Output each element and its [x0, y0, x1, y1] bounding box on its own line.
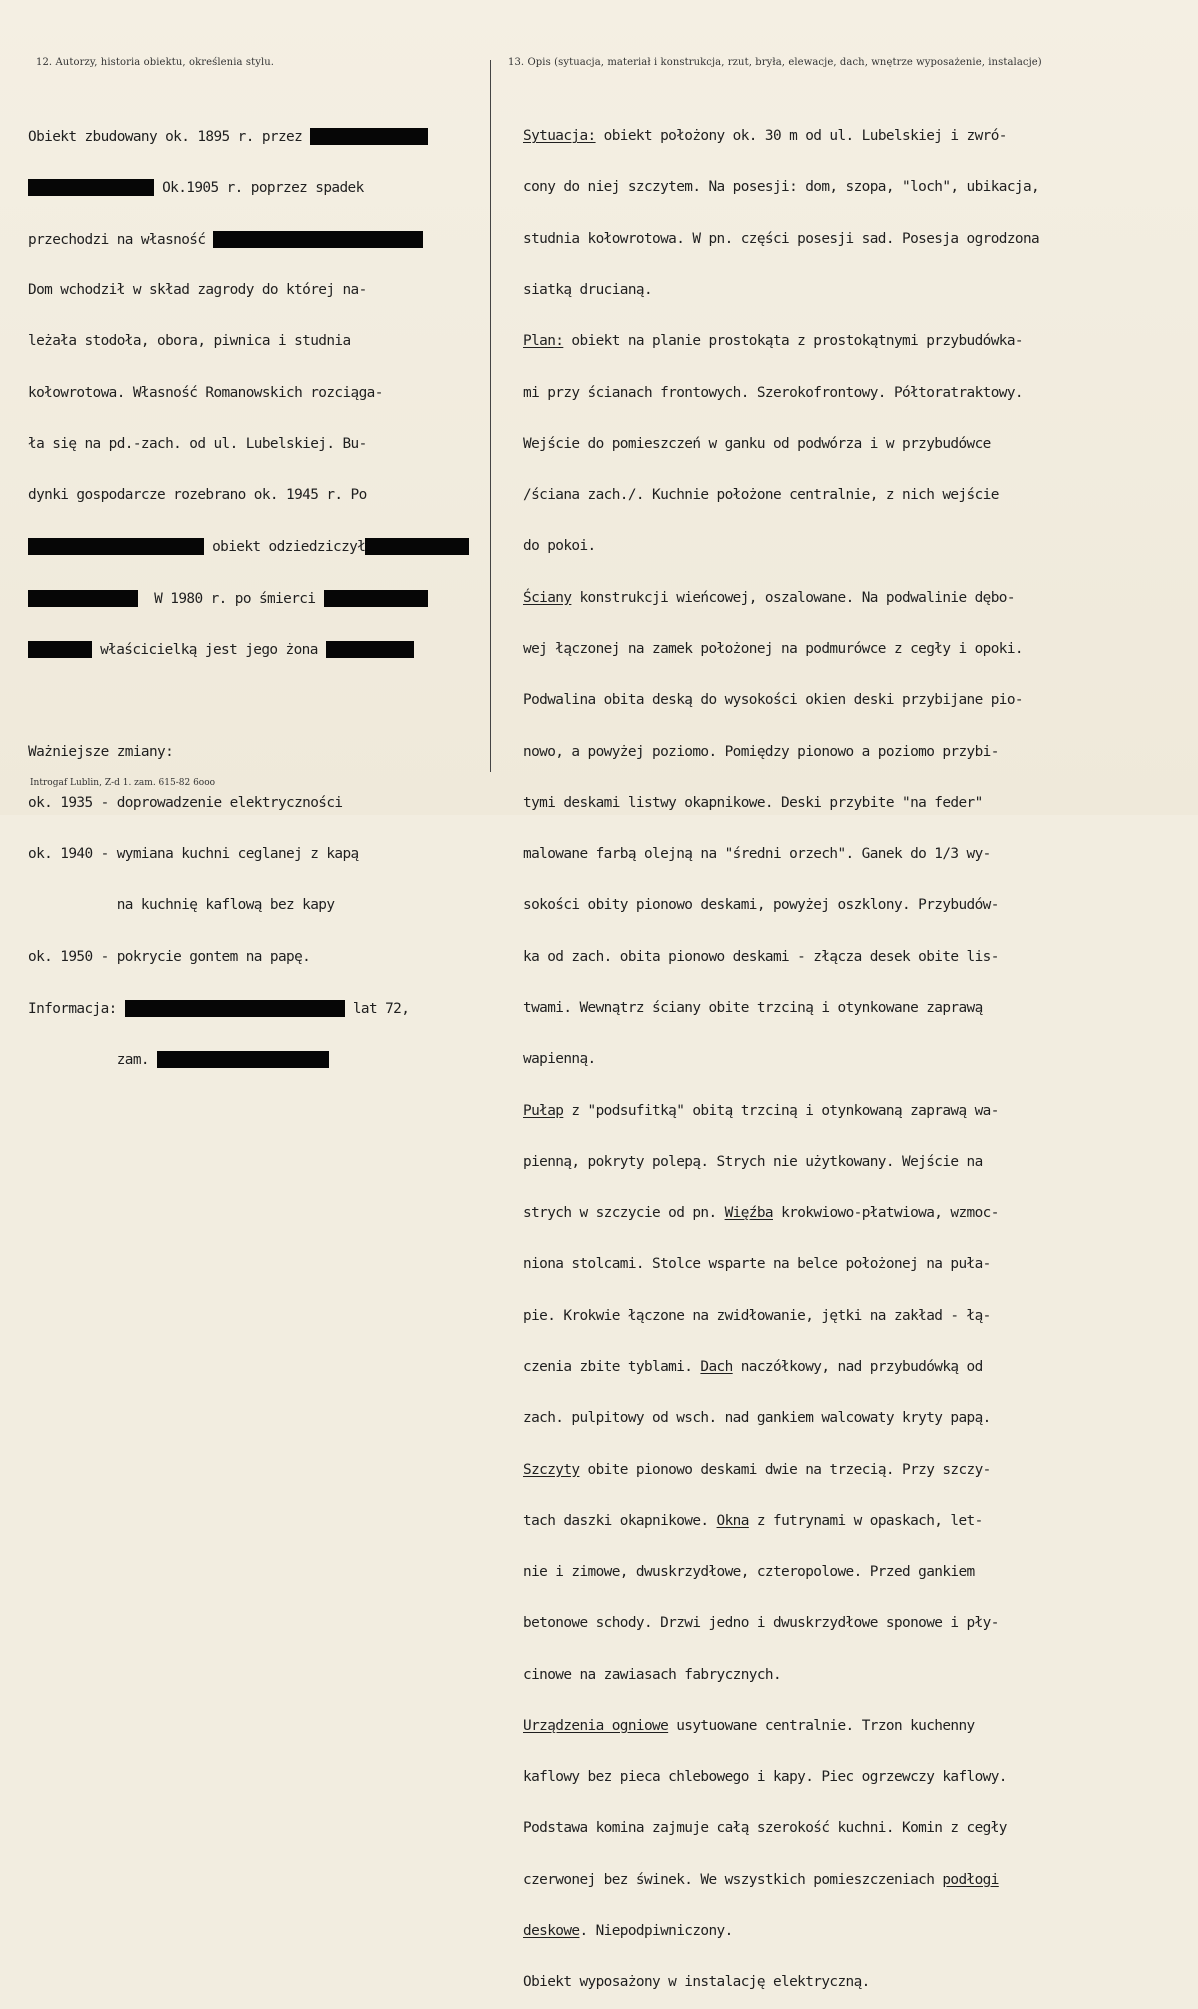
- description-line: zach. pulpitowy od wsch. nad gankiem walcowaty kryty papą.: [523, 1410, 991, 1427]
- history-line: dynki gospodarcze rozebrano ok. 1945 r. Po: [28, 487, 367, 504]
- description-line: /ściana zach./. Kuchnie położone centralnie, z nich wejście: [523, 487, 999, 504]
- description-line: twami. Wewnątrz ściany obite trzciną i otynkowane zaprawą: [523, 999, 983, 1016]
- description-line: mi przy ścianach frontowych. Szerokofrontowy. Półtoratraktowy.: [523, 384, 1023, 401]
- description-line: nie i zimowe, dwuskrzydłowe, czteropolowe. Przed gankiem: [523, 1564, 975, 1581]
- history-line: kołowrotowa. Własność Romanowskich rozciąga-: [28, 384, 383, 401]
- change-item: ok. 1940 - wymiana kuchni ceglanej z kapą: [28, 846, 359, 863]
- informant-line: Informacja: lat 72,: [28, 1000, 410, 1017]
- description-line: Szczyty obite pionowo deskami dwie na trzecią. Przy szczy-: [523, 1461, 991, 1478]
- description-line: cony do niej szczytem. Na posesji: dom, szopa, "loch", ubikacja,: [523, 179, 1040, 196]
- description-line: kaflowy bez pieca chlebowego i kapy. Piec ogrzewczy kaflowy.: [523, 1769, 1007, 1786]
- description-line: sokości obity pionowo deskami, powyżej oszklony. Przybudów-: [523, 897, 999, 914]
- description-line: wapienną.: [523, 1051, 596, 1068]
- redaction-block: [28, 179, 154, 196]
- history-line: Ok.1905 r. poprzez spadek: [28, 179, 488, 196]
- description-line: Pułap z "podsufitką" obitą trzciną i otynkowaną zaprawą wa-: [523, 1102, 999, 1119]
- history-line: W 1980 r. po śmierci: [28, 590, 488, 607]
- history-line: Dom wchodził w skład zagrody do której na-: [28, 282, 367, 299]
- description-line: nowo, a powyżej poziomo. Pomiędzy pionowo a poziomo przybi-: [523, 743, 999, 760]
- redaction-block: [28, 590, 138, 607]
- description-line: studnia kołowrotowa. W pn. części posesji sad. Posesja ogrodzona: [523, 230, 1040, 247]
- description-line: czerwonej bez świnek. We wszystkich pomieszczeniach podłogi: [523, 1871, 999, 1888]
- redaction-block: [213, 231, 423, 248]
- description-line: Wejście do pomieszczeń w ganku od podwórza i w przybudówce: [523, 435, 991, 452]
- redaction-block: [28, 641, 92, 658]
- history-line: właścicielką jest jego żona: [28, 641, 488, 658]
- history-line: obiekt odziedziczył: [28, 538, 488, 555]
- redaction-block: [324, 590, 428, 607]
- redaction-block: [125, 1000, 345, 1017]
- history-line: Obiekt zbudowany ok. 1895 r. przez: [28, 128, 488, 145]
- description-line: tach daszki okapnikowe. Okna z futrynami w opaskach, let-: [523, 1512, 983, 1529]
- description-line: Podwalina obita deską do wysokości okien deski przybijane pio-: [523, 692, 1023, 709]
- description-line: Sytuacja: obiekt położony ok. 30 m od ul. Lubelskiej i zwró-: [523, 128, 1007, 145]
- history-column: [28, 94, 488, 1085]
- description-line: Obiekt wyposażony w instalację elektryczną.: [523, 1974, 870, 1991]
- description-line: deskowe. Niepodpiwniczony.: [523, 1923, 733, 1940]
- description-line: ka od zach. obita pionowo deskami - złącza desek obite lis-: [523, 948, 999, 965]
- printer-imprint: Introgaf Lublin, Z-d 1. zam. 615-82 6ooo: [30, 778, 216, 788]
- description-line: pie. Krokwie łączone na zwidłowanie, jętki na zakład - łą-: [523, 1307, 991, 1324]
- description-line: Plan: obiekt na planie prostokąta z prostokątnymi przybudówka-: [523, 333, 1023, 350]
- description-line: tymi deskami listwy okapnikowe. Deski przybite "na feder": [523, 794, 983, 811]
- history-line: leżała stodoła, obora, piwnica i studnia: [28, 333, 351, 350]
- description-line: do pokoi.: [523, 538, 596, 555]
- redaction-block: [157, 1051, 329, 1068]
- description-line: Urządzenia ogniowe usytuowane centralnie. Trzon kuchenny: [523, 1717, 975, 1734]
- column-divider: [490, 60, 491, 772]
- description-line: czenia zbite tyblami. Dach naczółkowy, nad przybudówką od: [523, 1358, 983, 1375]
- description-line: niona stolcami. Stolce wsparte na belce położonej na puła-: [523, 1256, 991, 1273]
- change-item: ok. 1935 - doprowadzenie elektryczności: [28, 794, 343, 811]
- history-line: przechodzi na własność: [28, 231, 488, 248]
- description-line: betonowe schody. Drzwi jedno i dwuskrzydłowe sponowe i pły-: [523, 1615, 999, 1632]
- section-13-header: 13. Opis (sytuacja, materiał i konstrukcja, rzut, bryła, elewacje, dach, wnętrze wyposażenie, instalacje): [508, 57, 1042, 68]
- description-line: malowane farbą olejną na "średni orzech". Ganek do 1/3 wy-: [523, 846, 991, 863]
- description-line: pienną, pokryty polepą. Strych nie użytkowany. Wejście na: [523, 1153, 983, 1170]
- description-line: strych w szczycie od pn. Więźba krokwiowo-płatwiowa, wzmoc-: [523, 1205, 999, 1222]
- description-line: Podstawa komina zajmuje całą szerokość kuchni. Komin z cegły: [523, 1820, 1007, 1837]
- change-item: na kuchnię kaflową bez kapy: [28, 897, 335, 914]
- redaction-block: [28, 538, 204, 555]
- change-item: ok. 1950 - pokrycie gontem na papę.: [28, 948, 311, 965]
- redaction-block: [365, 538, 469, 555]
- informant-address-line: zam.: [28, 1051, 488, 1068]
- redaction-block: [326, 641, 414, 658]
- history-line: ła się na pd.-zach. od ul. Lubelskiej. Bu-: [28, 435, 367, 452]
- section-12-header: 12. Autorzy, historia obiektu, określenia stylu.: [36, 57, 275, 68]
- description-line: wej łączonej na zamek położonej na podmurówce z cegły i opoki.: [523, 641, 1023, 657]
- description-line: Ściany konstrukcji wieńcowej, oszalowane. Na podwalinie dębo-: [523, 589, 1015, 606]
- description-line: cinowe na zawiasach fabrycznych.: [523, 1666, 782, 1683]
- changes-title: Ważniejsze zmiany:: [28, 743, 174, 760]
- redaction-block: [310, 128, 428, 145]
- description-line: siatką drucianą.: [523, 282, 653, 299]
- description-column: [523, 94, 1191, 2009]
